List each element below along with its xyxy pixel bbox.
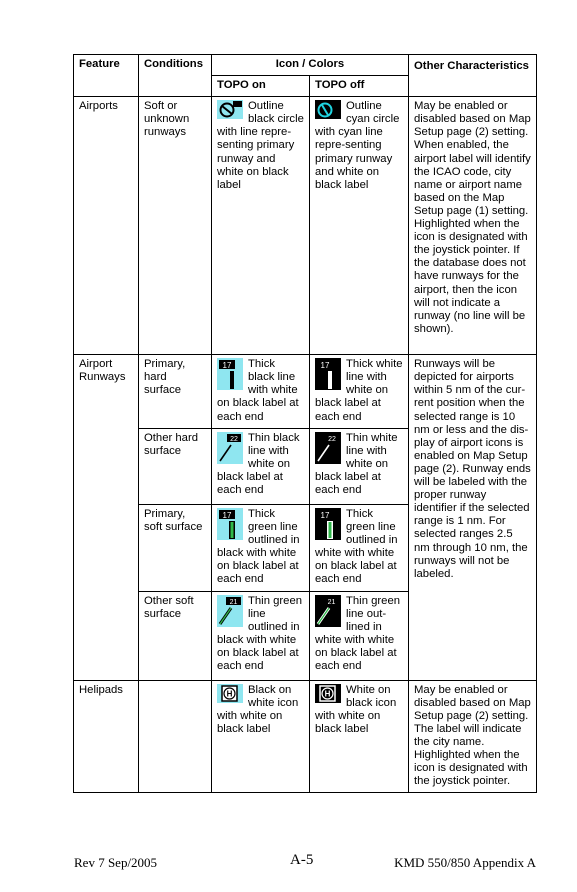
topo-off-cell: [310, 591, 409, 680]
topo-on-cell: [212, 355, 310, 428]
condition-cell: [139, 680, 212, 793]
condition-cell: Other soft surface: [139, 591, 212, 680]
topo-off-description: Outline cyan circle with cyan line repre-senting primary runway and white on black label: [315, 100, 400, 191]
other-cell: May be enabled or disabled based on Map Setup page (2) setting. The label will indicate the city name. Highlighted when the icon is designated with the joystick pointer.: [409, 680, 537, 793]
topo-off-description: Thick green line outlined in white with white on black label at each end: [315, 507, 398, 586]
other-cell: May be enabled or disabled based on Map Setup page (2) setting. When enabled, the airport label will identify the ICAO code, city name or airport name based on the Map Setup page (1) setting. Highlighted when the icon is designated with the joystick pointer. If the database does not have runways for the airport, then the icon will not indicate a runway (no line will be shown).: [409, 97, 537, 355]
airport-circle-icon: [217, 100, 243, 119]
runway-line-icon: [315, 508, 341, 540]
svg-text:H: H: [226, 689, 233, 699]
footer-page-number: A-5: [290, 852, 314, 868]
feature-cell: Airport Runways: [74, 355, 139, 680]
header-feature: Feature: [74, 55, 139, 97]
runway-line-icon: [217, 508, 243, 540]
table-row: [74, 680, 537, 793]
runway-line-icon: [217, 358, 243, 390]
topo-on-cell: [212, 428, 310, 504]
topo-on-description: Thick black line with white on black label at each end: [217, 358, 299, 423]
feature-cell: Helipads: [74, 680, 139, 793]
condition-cell: Soft or unknown runways: [139, 97, 212, 355]
svg-text:21: 21: [327, 598, 336, 606]
feature-cell: Airports: [74, 97, 139, 355]
topo-off-cell: [310, 504, 409, 591]
svg-text:17: 17: [222, 361, 232, 371]
svg-text:22: 22: [328, 435, 336, 443]
topo-off-cell: [310, 428, 409, 504]
condition-cell: Primary, soft surface: [139, 504, 212, 591]
symbol-table: [73, 54, 537, 793]
header-topo-off: TOPO off: [310, 76, 409, 97]
svg-text:17: 17: [320, 361, 330, 371]
topo-on-description: Thin black line with white on black label at each end: [217, 431, 300, 497]
svg-text:17: 17: [222, 510, 232, 520]
topo-on-cell: [212, 680, 310, 793]
footer-document-title: KMD 550/850 Appendix A: [394, 855, 536, 870]
helipad-icon: [315, 684, 341, 703]
header-conditions: Conditions: [139, 55, 212, 97]
airport-circle-icon: [315, 100, 341, 119]
topo-off-description: Thin white line with white on black label at each end: [315, 431, 398, 497]
header-other: Other Characteristics: [409, 55, 537, 97]
topo-off-cell: [310, 355, 409, 428]
footer-revision: Rev 7 Sep/2005: [74, 855, 158, 870]
runway-line-icon: [315, 595, 341, 627]
header-row-1: [74, 55, 537, 76]
helipad-icon: [217, 684, 243, 703]
condition-cell: Primary, hard surface: [139, 355, 212, 428]
topo-on-cell: [212, 97, 310, 355]
other-cell: Runways will be depicted for airports within 5 nm of the cur-rent position when the selected range is 10 nm or less and the dis-play of airport icons is enabled on Map Setup page (2). Runway ends will be labeled with the proper runway identifier if the selected range is 1 nm. For selected ranges 2.5 nm through 10 nm, the runways will not be labeled.: [409, 355, 537, 680]
svg-text:22: 22: [230, 435, 238, 443]
topo-on-description: Thin green line outlined in black with white on black label at each end: [217, 594, 303, 673]
table-row: [74, 355, 537, 428]
topo-off-description: Thin green line out-lined in white with white on black label at each end: [315, 594, 401, 673]
runway-line-icon: [217, 595, 243, 627]
header-icon-colors: Icon / Colors: [212, 55, 409, 76]
header-topo-on: TOPO on: [212, 76, 310, 97]
svg-text:21: 21: [229, 598, 238, 606]
runway-line-icon: [217, 432, 243, 464]
runway-line-icon: [315, 432, 341, 464]
runway-line-icon: [315, 358, 341, 390]
svg-text:H: H: [324, 689, 331, 699]
table-row: [74, 97, 537, 355]
topo-off-description: Thick white line with white on black label at each end: [315, 358, 403, 423]
svg-text:17: 17: [320, 510, 330, 520]
topo-off-cell: [310, 680, 409, 793]
condition-cell: Other hard surface: [139, 428, 212, 504]
topo-on-description: Thick green line outlined in black with white on black label at each end: [217, 507, 300, 586]
topo-on-description: Black on white icon with white on black label: [217, 683, 299, 735]
topo-off-description: White on black icon with white on black label: [315, 683, 397, 735]
topo-on-cell: [212, 504, 310, 591]
topo-on-description: Outline black circle with line repre-senting primary runway and white on black label: [217, 100, 304, 191]
topo-off-cell: [310, 97, 409, 355]
topo-on-cell: [212, 591, 310, 680]
